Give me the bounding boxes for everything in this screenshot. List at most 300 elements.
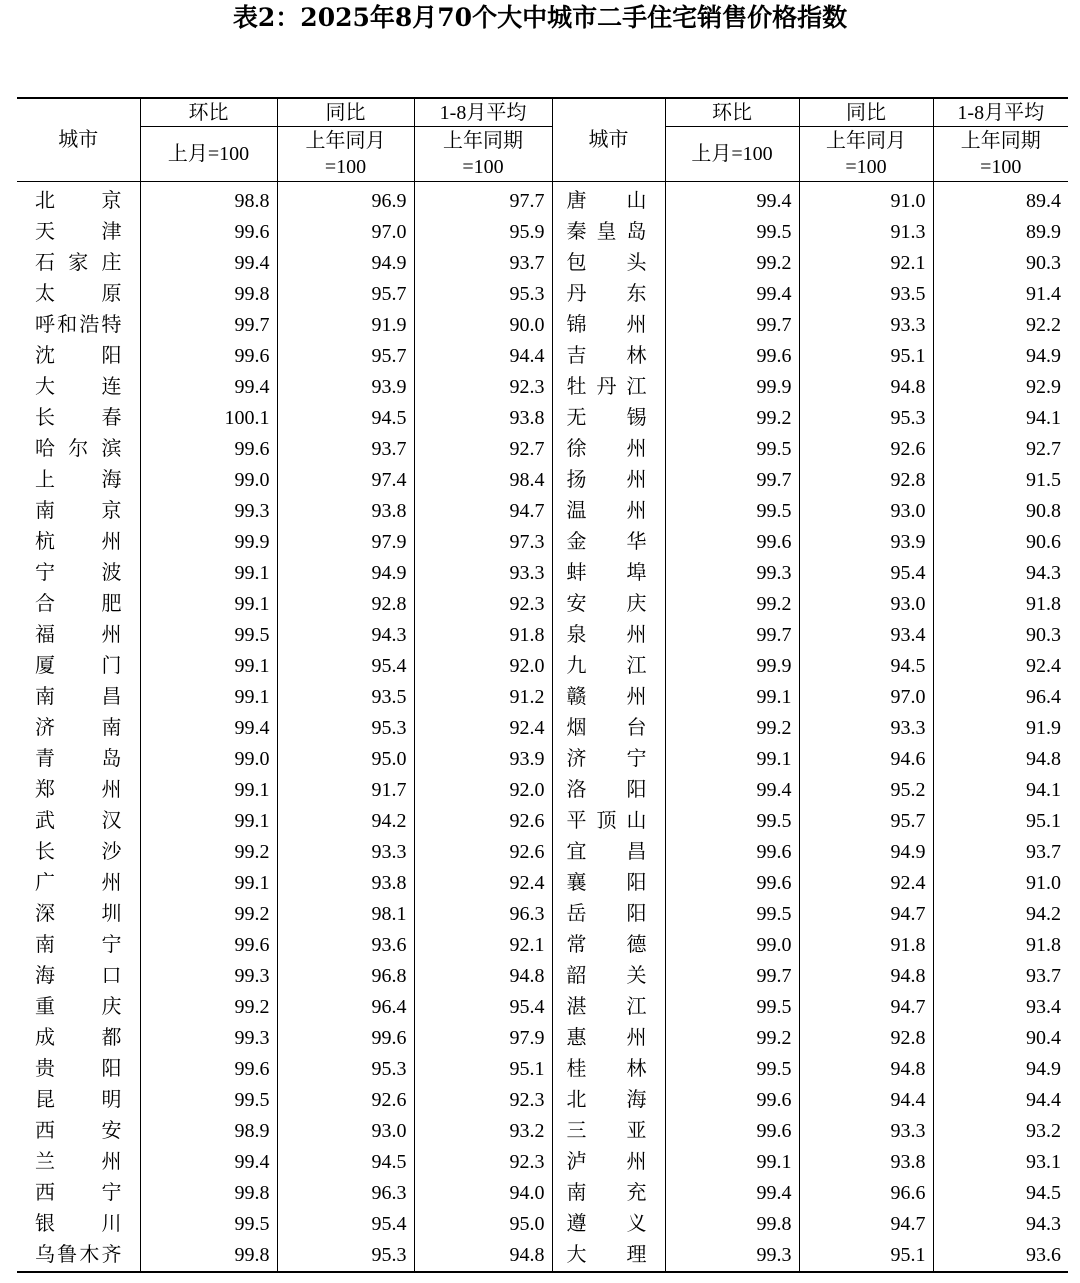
mom-value: 99.2	[665, 1023, 799, 1054]
avg-value: 91.5	[933, 465, 1068, 496]
table-row	[17, 558, 1068, 589]
table-row	[17, 1116, 1068, 1147]
avg-value: 90.4	[933, 1023, 1068, 1054]
mom-value: 99.2	[665, 403, 799, 434]
yoy-value: 94.4	[799, 1085, 933, 1116]
avg-value: 90.3	[933, 620, 1068, 651]
yoy-value: 97.4	[277, 465, 414, 496]
yoy-value: 93.8	[799, 1147, 933, 1178]
table-row	[17, 1178, 1068, 1209]
mom-value: 99.2	[140, 992, 277, 1023]
city-name: 泉州	[552, 620, 665, 651]
mom-value: 99.5	[140, 620, 277, 651]
avg-value: 92.3	[414, 372, 552, 403]
city-name: 南宁	[35, 934, 122, 956]
yoy-value: 96.8	[277, 961, 414, 992]
table-row	[17, 1023, 1068, 1054]
table-row	[17, 651, 1068, 682]
avg-value: 89.4	[933, 182, 1068, 218]
avg-value: 92.4	[933, 651, 1068, 682]
city-name: 吉林	[552, 341, 665, 372]
city-name: 蚌埠	[552, 558, 665, 589]
yoy-value: 98.1	[277, 899, 414, 930]
yoy-base-line1: 上年同月	[305, 130, 386, 152]
avg-base-right	[933, 127, 1068, 182]
mom-value: 99.3	[665, 558, 799, 589]
mom-value: 99.7	[665, 465, 799, 496]
avg-value: 92.6	[414, 806, 552, 837]
mom-value: 99.4	[665, 1178, 799, 1209]
city-name: 惠州	[552, 1023, 665, 1054]
city-name: 重庆	[35, 996, 122, 1018]
city-name: 无锡	[552, 403, 665, 434]
mom-value: 99.9	[665, 651, 799, 682]
table-row	[17, 279, 1068, 310]
city-name: 大理	[552, 1240, 665, 1272]
yoy-value: 94.3	[277, 620, 414, 651]
table-row	[17, 744, 1068, 775]
table-row	[17, 372, 1068, 403]
avg-value: 94.8	[414, 961, 552, 992]
city-name: 包头	[552, 248, 665, 279]
avg-value: 91.2	[414, 682, 552, 713]
mom-value: 99.0	[140, 465, 277, 496]
avg-value: 94.4	[414, 341, 552, 372]
avg-value: 94.8	[414, 1240, 552, 1272]
mom-value: 99.5	[665, 992, 799, 1023]
mom-value: 99.6	[665, 837, 799, 868]
yoy-value: 92.8	[799, 1023, 933, 1054]
avg-value: 97.3	[414, 527, 552, 558]
table-row	[17, 341, 1068, 372]
mom-value: 99.5	[665, 434, 799, 465]
city-name: 郑州	[35, 779, 122, 801]
mom-value: 99.6	[665, 527, 799, 558]
mom-value: 99.2	[140, 899, 277, 930]
table-row	[17, 434, 1068, 465]
yoy-value: 95.7	[277, 279, 414, 310]
table-row	[17, 1085, 1068, 1116]
yoy-value: 93.4	[799, 620, 933, 651]
avg-base-line1: 上年同期	[960, 130, 1041, 152]
table-body	[17, 182, 1068, 1273]
yoy-value: 94.7	[799, 1209, 933, 1240]
mom-value: 99.1	[140, 589, 277, 620]
table-row	[17, 837, 1068, 868]
yoy-value: 95.0	[277, 744, 414, 775]
mom-base-left: 上月=100	[140, 127, 277, 182]
city-name: 遵义	[552, 1209, 665, 1240]
table-row	[17, 310, 1068, 341]
avg-value: 90.8	[933, 496, 1068, 527]
yoy-value: 95.7	[799, 806, 933, 837]
avg-value: 92.4	[414, 713, 552, 744]
city-name: 西宁	[35, 1182, 122, 1204]
yoy-value: 95.1	[799, 341, 933, 372]
city-name: 泸州	[552, 1147, 665, 1178]
mom-value: 99.5	[665, 899, 799, 930]
avg-value: 93.8	[414, 403, 552, 434]
city-name: 上海	[35, 469, 122, 491]
mom-value: 99.6	[140, 341, 277, 372]
city-name: 厦门	[35, 655, 122, 677]
mom-value: 99.7	[665, 961, 799, 992]
table-row	[17, 713, 1068, 744]
yoy-base-right	[799, 127, 933, 182]
city-name: 丹东	[552, 279, 665, 310]
avg-value: 95.1	[933, 806, 1068, 837]
mom-value: 99.2	[665, 713, 799, 744]
mom-value: 99.2	[140, 837, 277, 868]
mom-value: 99.1	[665, 1147, 799, 1178]
city-name: 锦州	[552, 310, 665, 341]
avg-value: 96.3	[414, 899, 552, 930]
yoy-value: 95.7	[277, 341, 414, 372]
mom-value: 99.0	[140, 744, 277, 775]
mom-value: 99.6	[665, 341, 799, 372]
yoy-value: 94.5	[277, 403, 414, 434]
city-name: 赣州	[552, 682, 665, 713]
city-name: 襄阳	[552, 868, 665, 899]
avg-value: 94.3	[933, 1209, 1068, 1240]
avg-value: 95.9	[414, 217, 552, 248]
mom-value: 99.8	[665, 1209, 799, 1240]
mom-value: 99.8	[140, 1178, 277, 1209]
mom-value: 99.5	[140, 1085, 277, 1116]
city-name: 南充	[552, 1178, 665, 1209]
mom-value: 99.1	[140, 806, 277, 837]
table-row	[17, 527, 1068, 558]
avg-base-left	[414, 127, 552, 182]
avg-value: 94.9	[933, 1054, 1068, 1085]
avg-value: 94.3	[933, 558, 1068, 589]
avg-value: 90.6	[933, 527, 1068, 558]
mom-value: 99.6	[140, 217, 277, 248]
price-index-table	[17, 97, 1068, 1273]
yoy-value: 97.9	[277, 527, 414, 558]
yoy-value: 93.3	[277, 837, 414, 868]
yoy-base-left	[277, 127, 414, 182]
yoy-value: 93.3	[799, 713, 933, 744]
avg-value: 91.4	[933, 279, 1068, 310]
mom-value: 99.4	[665, 182, 799, 218]
table-row	[17, 868, 1068, 899]
city-name: 银川	[35, 1213, 122, 1235]
table-row	[17, 217, 1068, 248]
city-name: 哈尔滨	[35, 438, 122, 460]
yoy-value: 94.9	[277, 558, 414, 589]
avg-value: 93.4	[933, 992, 1068, 1023]
city-name: 北京	[35, 190, 122, 212]
yoy-value: 92.1	[799, 248, 933, 279]
avg-base-line2: =100	[980, 156, 1022, 178]
table-header	[17, 98, 1068, 182]
mom-value: 99.5	[665, 496, 799, 527]
mom-value: 99.8	[140, 279, 277, 310]
city-name: 广州	[35, 872, 122, 894]
city-header-right: 城市	[552, 98, 665, 182]
city-name: 南昌	[35, 686, 122, 708]
avg-value: 90.3	[933, 248, 1068, 279]
avg-value: 90.0	[414, 310, 552, 341]
avg-value: 92.3	[414, 589, 552, 620]
mom-value: 99.3	[665, 1240, 799, 1272]
mom-header-left: 环比	[140, 98, 277, 127]
yoy-value: 93.8	[277, 496, 414, 527]
mom-value: 99.1	[140, 558, 277, 589]
avg-value: 89.9	[933, 217, 1068, 248]
yoy-value: 91.0	[799, 182, 933, 218]
city-name: 济南	[35, 717, 122, 739]
mom-value: 99.1	[665, 682, 799, 713]
mom-value: 99.7	[665, 620, 799, 651]
city-name: 唐山	[552, 182, 665, 218]
avg-header-right: 1-8月平均	[933, 98, 1068, 127]
avg-value: 94.7	[414, 496, 552, 527]
city-name: 常德	[552, 930, 665, 961]
yoy-value: 92.8	[277, 589, 414, 620]
city-name: 呼和浩特	[35, 314, 122, 336]
mom-value: 99.7	[665, 310, 799, 341]
avg-value: 92.4	[414, 868, 552, 899]
city-name: 青岛	[35, 748, 122, 770]
avg-value: 94.1	[933, 403, 1068, 434]
city-name: 扬州	[552, 465, 665, 496]
city-name: 温州	[552, 496, 665, 527]
city-name: 天津	[35, 221, 122, 243]
yoy-value: 94.8	[799, 1054, 933, 1085]
city-name: 平顶山	[552, 806, 665, 837]
avg-value: 94.0	[414, 1178, 552, 1209]
mom-base-right: 上月=100	[665, 127, 799, 182]
yoy-value: 94.2	[277, 806, 414, 837]
table-row	[17, 248, 1068, 279]
avg-value: 92.0	[414, 775, 552, 806]
mom-value: 99.5	[665, 217, 799, 248]
mom-value: 99.4	[665, 775, 799, 806]
mom-value: 99.1	[140, 651, 277, 682]
mom-value: 99.1	[140, 868, 277, 899]
yoy-value: 91.3	[799, 217, 933, 248]
yoy-value: 93.9	[799, 527, 933, 558]
table-row	[17, 1054, 1068, 1085]
mom-header-right: 环比	[665, 98, 799, 127]
city-name: 济宁	[552, 744, 665, 775]
city-name: 沈阳	[35, 345, 122, 367]
yoy-value: 95.3	[277, 1240, 414, 1272]
city-name: 深圳	[35, 903, 122, 925]
mom-value: 99.3	[140, 961, 277, 992]
city-name: 湛江	[552, 992, 665, 1023]
yoy-base-line2: =100	[324, 156, 367, 178]
city-name: 西安	[35, 1120, 122, 1142]
yoy-value: 94.7	[799, 992, 933, 1023]
city-name: 秦皇岛	[552, 217, 665, 248]
yoy-value: 95.3	[277, 1054, 414, 1085]
city-name: 合肥	[35, 593, 122, 615]
avg-value: 95.1	[414, 1054, 552, 1085]
mom-value: 99.5	[665, 1054, 799, 1085]
yoy-value: 93.7	[277, 434, 414, 465]
yoy-value: 92.4	[799, 868, 933, 899]
yoy-value: 95.3	[277, 713, 414, 744]
city-name: 烟台	[552, 713, 665, 744]
avg-value: 94.1	[933, 775, 1068, 806]
avg-value: 93.3	[414, 558, 552, 589]
table-row	[17, 961, 1068, 992]
avg-value: 97.9	[414, 1023, 552, 1054]
avg-value: 91.0	[933, 868, 1068, 899]
mom-value: 99.9	[140, 527, 277, 558]
city-name: 牡丹江	[552, 372, 665, 403]
avg-value: 92.7	[933, 434, 1068, 465]
yoy-value: 93.0	[799, 589, 933, 620]
yoy-value: 97.0	[799, 682, 933, 713]
avg-value: 92.3	[414, 1085, 552, 1116]
yoy-value: 91.8	[799, 930, 933, 961]
city-name: 九江	[552, 651, 665, 682]
yoy-header-right: 同比	[799, 98, 933, 127]
avg-value: 92.0	[414, 651, 552, 682]
yoy-value: 93.3	[799, 310, 933, 341]
mom-value: 98.8	[140, 182, 277, 218]
avg-value: 93.2	[414, 1116, 552, 1147]
yoy-value: 95.3	[799, 403, 933, 434]
yoy-value: 93.3	[799, 1116, 933, 1147]
city-name: 太原	[35, 283, 122, 305]
yoy-value: 95.4	[799, 558, 933, 589]
city-name: 长沙	[35, 841, 122, 863]
yoy-value: 96.9	[277, 182, 414, 218]
mom-value: 99.3	[140, 1023, 277, 1054]
city-name: 桂林	[552, 1054, 665, 1085]
yoy-value: 92.6	[799, 434, 933, 465]
table-row	[17, 589, 1068, 620]
mom-value: 99.6	[665, 1085, 799, 1116]
avg-base-line1: 上年同期	[443, 130, 523, 152]
mom-value: 99.4	[665, 279, 799, 310]
avg-value: 95.0	[414, 1209, 552, 1240]
avg-header-left: 1-8月平均	[414, 98, 552, 127]
table-row	[17, 806, 1068, 837]
yoy-value: 92.6	[277, 1085, 414, 1116]
avg-base-line2: =100	[462, 156, 504, 178]
avg-value: 93.1	[933, 1147, 1068, 1178]
city-name: 安庆	[552, 589, 665, 620]
mom-value: 100.1	[140, 403, 277, 434]
avg-value: 91.8	[414, 620, 552, 651]
city-name: 乌鲁木齐	[35, 1244, 122, 1266]
avg-value: 94.4	[933, 1085, 1068, 1116]
avg-value: 92.3	[414, 1147, 552, 1178]
yoy-header-left: 同比	[277, 98, 414, 127]
avg-value: 98.4	[414, 465, 552, 496]
avg-value: 92.9	[933, 372, 1068, 403]
mom-value: 99.4	[140, 248, 277, 279]
city-name: 宁波	[35, 562, 122, 584]
yoy-value: 94.9	[277, 248, 414, 279]
mom-value: 99.6	[140, 434, 277, 465]
mom-value: 99.8	[140, 1240, 277, 1272]
table-row	[17, 465, 1068, 496]
yoy-value: 93.5	[799, 279, 933, 310]
city-header-left: 城市	[17, 98, 140, 182]
avg-value: 91.8	[933, 930, 1068, 961]
city-name: 三亚	[552, 1116, 665, 1147]
city-name: 贵阳	[35, 1058, 122, 1080]
table-row	[17, 992, 1068, 1023]
table-row	[17, 1147, 1068, 1178]
yoy-value: 91.7	[277, 775, 414, 806]
avg-value: 95.4	[414, 992, 552, 1023]
yoy-value: 91.9	[277, 310, 414, 341]
mom-value: 99.2	[665, 589, 799, 620]
city-name: 杭州	[35, 531, 122, 553]
avg-value: 92.1	[414, 930, 552, 961]
avg-value: 96.4	[933, 682, 1068, 713]
avg-value: 92.7	[414, 434, 552, 465]
avg-value: 93.6	[933, 1240, 1068, 1272]
yoy-value: 94.5	[799, 651, 933, 682]
table-row	[17, 899, 1068, 930]
mom-value: 99.1	[140, 775, 277, 806]
mom-value: 99.2	[665, 248, 799, 279]
yoy-value: 93.5	[277, 682, 414, 713]
yoy-value: 93.0	[277, 1116, 414, 1147]
yoy-value: 93.9	[277, 372, 414, 403]
table-row	[17, 930, 1068, 961]
yoy-value: 94.8	[799, 961, 933, 992]
mom-value: 99.1	[665, 744, 799, 775]
mom-value: 98.9	[140, 1116, 277, 1147]
city-name: 海口	[35, 965, 122, 987]
yoy-value: 94.6	[799, 744, 933, 775]
yoy-value: 99.6	[277, 1023, 414, 1054]
yoy-value: 96.3	[277, 1178, 414, 1209]
mom-value: 99.9	[665, 372, 799, 403]
table-row	[17, 620, 1068, 651]
mom-value: 99.3	[140, 496, 277, 527]
yoy-value: 95.2	[799, 775, 933, 806]
city-name: 大连	[35, 376, 122, 398]
yoy-value: 95.4	[277, 651, 414, 682]
yoy-value: 93.8	[277, 868, 414, 899]
yoy-value: 96.6	[799, 1178, 933, 1209]
table-title: 表2：2025年8月70个大中城市二手住宅销售价格指数	[232, 3, 848, 32]
avg-value: 94.2	[933, 899, 1068, 930]
mom-value: 99.5	[140, 1209, 277, 1240]
city-name: 长春	[35, 407, 122, 429]
table-row	[17, 403, 1068, 434]
mom-value: 99.4	[140, 372, 277, 403]
avg-value: 91.8	[933, 589, 1068, 620]
table-row	[17, 1209, 1068, 1240]
yoy-value: 96.4	[277, 992, 414, 1023]
city-name: 石家庄	[35, 252, 122, 274]
table-row	[17, 775, 1068, 806]
yoy-value: 97.0	[277, 217, 414, 248]
mom-value: 99.6	[665, 1116, 799, 1147]
yoy-value: 94.9	[799, 837, 933, 868]
city-name: 韶关	[552, 961, 665, 992]
avg-value: 94.9	[933, 341, 1068, 372]
city-name: 金华	[552, 527, 665, 558]
avg-value: 93.9	[414, 744, 552, 775]
mom-value: 99.7	[140, 310, 277, 341]
table-row	[17, 496, 1068, 527]
yoy-value: 93.6	[277, 930, 414, 961]
yoy-value: 94.7	[799, 899, 933, 930]
